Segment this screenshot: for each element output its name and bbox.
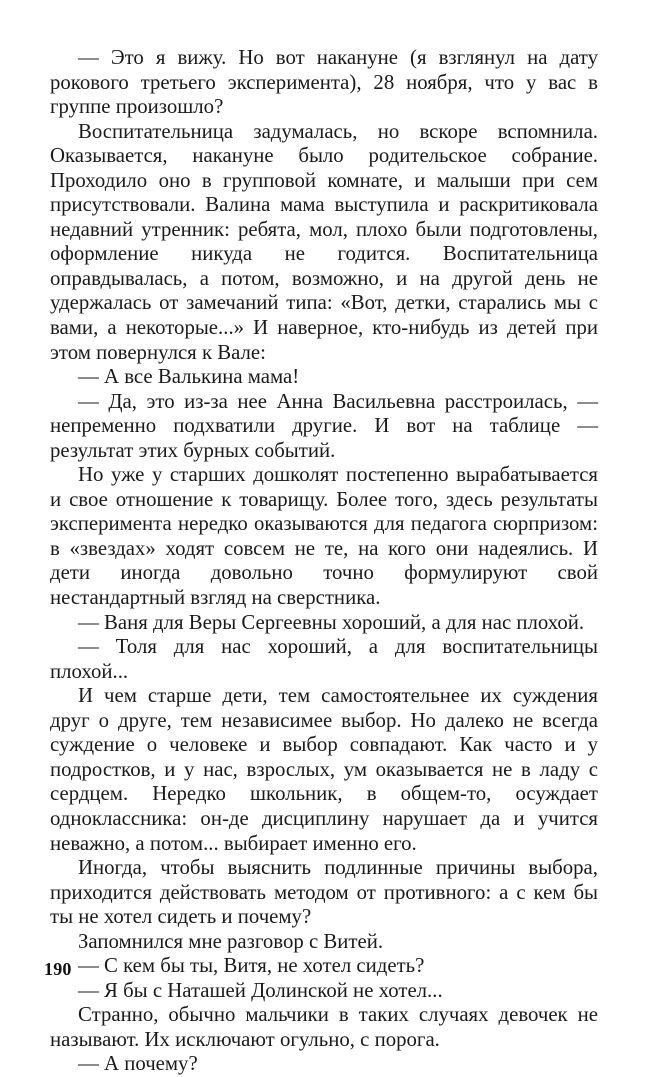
paragraph: И чем старше дети, тем самостоятельнее их суждения друг о друге, тем независимее выбор. Но далеко не всегда суждение о человеке и выбор совпадают. Как часто и у подростков, и у нас, взрослых, ум оказывается не в ладу с сердцем. Нередко школьник, в общем-то, осуждает одноклассника: он-де дисциплину нарушает да и учится неважно, а потом... выбирает именно его. <box>50 684 598 855</box>
paragraph: — Это я вижу. Но вот накануне (я взглянул на дату рокового третьего эксперимента), 28 ноября, что у вас в группе произошло? <box>50 46 598 119</box>
paragraph: — А все Валькина мама! <box>78 365 300 389</box>
page-number: 190 <box>44 959 72 979</box>
paragraph: Странно, обычно мальчики в таких случаях девочек не называют. Их исключают огульно, с порога. <box>50 1003 598 1051</box>
paragraph: — Ваня для Веры Сергеевны хороший, а для нас плохой. <box>78 610 585 634</box>
paragraph: — Я бы с Наташей Долинской не хотел... <box>78 978 443 1002</box>
paragraph: Но уже у старших дошколят постепенно вырабатывается и свое отношение к товарищу. Более того, здесь результаты эксперимента нередко оказываются для педагога сюрпризом: в «звездах» ходят совсем не те, на кого они надеялись. И дети иногда довольно точно формулируют свой нестандартный взгляд на сверстника. <box>50 463 598 610</box>
paragraph: — Толя для нас хороший, а для воспитательницы плохой... <box>50 635 598 683</box>
paragraph: — А почему? <box>78 1052 198 1076</box>
page-text <box>50 46 598 1077</box>
paragraph: — Да, это из-за нее Анна Васильевна расстроилась, — непременно подхватили другие. И вот на таблице — результат этих бурных событий. <box>50 389 598 462</box>
book-page <box>50 46 598 1076</box>
paragraph: Воспитательница задумалась, но вскоре вспомнила. Оказывается, накануне было родительское собрание. Проходило оно в групповой комнате, и малыши при сем присутствовали. Валина мама выступила и раскритиковала недавний утренник: ребята, мол, плохо были подготовлены, оформление никуда не годится. Воспитательница оправдывалась, а потом, возможно, и на другой день не удержалась от замечаний типа: «Вот, детки, старались мы с вами, а некоторые...» И наверное, кто-нибудь из детей при этом повернулся к Вале: <box>50 119 598 364</box>
paragraph: Запомнился мне разговор с Витей. <box>78 929 384 953</box>
paragraph: Иногда, чтобы выяснить подлинные причины выбора, приходится действовать методом от противного: а с кем бы ты не хотел сидеть и почему? <box>50 856 598 929</box>
paragraph: — С кем бы ты, Витя, не хотел сидеть? <box>78 954 425 978</box>
